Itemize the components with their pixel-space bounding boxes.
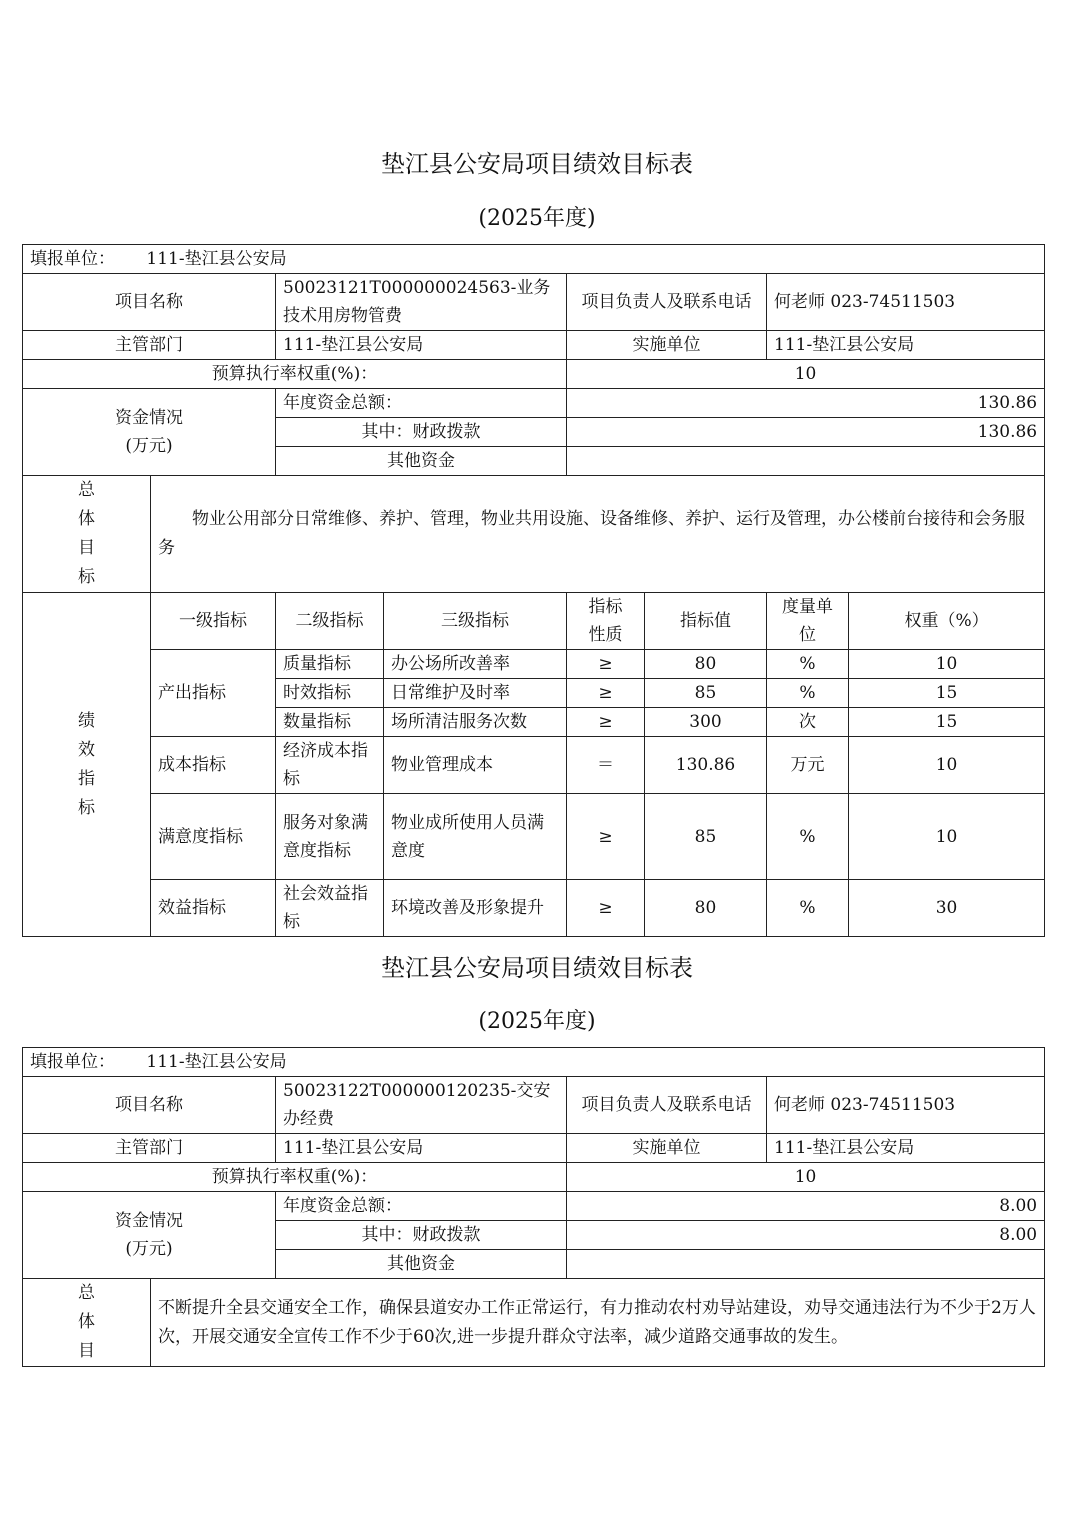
project-name-value: 50023122T000000120235-交安办经费 bbox=[276, 1077, 567, 1134]
performance-table-2 bbox=[22, 1047, 1045, 1367]
indicator-nature: ＝ bbox=[567, 737, 645, 794]
fiscal-label: 其中：财政拨款 bbox=[276, 1221, 567, 1250]
indicator-l3: 场所清洁服务次数 bbox=[384, 708, 567, 737]
fill-unit-value: 111-垫江县公安局 bbox=[146, 249, 287, 269]
header-value: 指标值 bbox=[645, 593, 767, 650]
funds-unit: (万元) bbox=[125, 1239, 173, 1259]
page-title-2: 垫江县公安局项目绩效目标表 bbox=[381, 954, 693, 982]
indicator-l3: 日常维护及时率 bbox=[384, 679, 567, 708]
indicator-l2: 服务对象满意度指标 bbox=[276, 794, 384, 880]
goal-label-text: 总体目 bbox=[78, 1283, 95, 1361]
dept-label: 主管部门 bbox=[23, 1134, 276, 1163]
indicator-l1: 产出指标 bbox=[151, 650, 276, 737]
other-funds-label: 其他资金 bbox=[276, 447, 567, 476]
year-subtitle-2: (2025年度) bbox=[478, 1009, 596, 1034]
goal-text: 不断提升全县交通安全工作，确保县道安办工作正常运行，有力推动农村劝导站建设，劝导交通违法行为不少于2万人次，开展交通安全宣传工作不少于60次,进一步提升群众守法率，减少道路交通事故的发生。 bbox=[151, 1279, 1045, 1367]
impl-value: 111-垫江县公安局 bbox=[767, 1134, 1045, 1163]
budget-rate-value: 10 bbox=[567, 360, 1045, 389]
indicator-unit: % bbox=[767, 880, 849, 937]
indicator-l1: 成本指标 bbox=[151, 737, 276, 794]
funds-row-total bbox=[23, 1192, 1045, 1221]
table-row bbox=[23, 650, 1045, 679]
annual-total-label: 年度资金总额： bbox=[276, 389, 567, 418]
header-weight: 权重（%） bbox=[849, 593, 1045, 650]
page-title-1: 垫江县公安局项目绩效目标表 bbox=[381, 150, 693, 178]
goal-label bbox=[23, 476, 151, 593]
indicator-unit: % bbox=[767, 650, 849, 679]
fill-unit-row bbox=[23, 1048, 1045, 1077]
budget-rate-row bbox=[23, 360, 1045, 389]
goal-label-text: 总体目标 bbox=[78, 480, 95, 587]
contact-label: 项目负责人及联系电话 bbox=[567, 274, 767, 331]
indicator-weight: 30 bbox=[849, 880, 1045, 937]
dept-value: 111-垫江县公安局 bbox=[276, 331, 567, 360]
indicator-value: 80 bbox=[645, 880, 767, 937]
indicator-l1: 满意度指标 bbox=[151, 794, 276, 880]
fill-unit-cell bbox=[23, 245, 1045, 274]
indicator-nature: ≥ bbox=[567, 880, 645, 937]
indicator-l3: 环境改善及形象提升 bbox=[384, 880, 567, 937]
goal-text: 物业公用部分日常维修、养护、管理，物业共用设施、设备维修、养护、运行及管理，办公楼前台接待和会务服务 bbox=[151, 476, 1045, 593]
goal-row bbox=[23, 476, 1045, 593]
indicator-weight: 10 bbox=[849, 737, 1045, 794]
indicator-weight: 15 bbox=[849, 679, 1045, 708]
contact-value: 何老师 023-74511503 bbox=[767, 1077, 1045, 1134]
indicator-nature: ≥ bbox=[567, 650, 645, 679]
indicator-l3: 物业成所使用人员满意度 bbox=[384, 794, 567, 880]
table-row bbox=[23, 794, 1045, 880]
dept-value: 111-垫江县公安局 bbox=[276, 1134, 567, 1163]
indicator-value: 80 bbox=[645, 650, 767, 679]
annual-total-value: 130.86 bbox=[567, 389, 1045, 418]
indicator-unit: 万元 bbox=[767, 737, 849, 794]
indicator-value: 85 bbox=[645, 679, 767, 708]
budget-rate-value: 10 bbox=[567, 1163, 1045, 1192]
indicator-l3: 物业管理成本 bbox=[384, 737, 567, 794]
indicator-unit: % bbox=[767, 794, 849, 880]
header-unit: 度量单位 bbox=[767, 593, 849, 650]
project-name-value: 50023121T000000024563-业务技术用房物管费 bbox=[276, 274, 567, 331]
other-funds-value bbox=[567, 447, 1045, 476]
fill-unit-label: 填报单位： bbox=[30, 1052, 115, 1072]
indicator-unit: 次 bbox=[767, 708, 849, 737]
project-row bbox=[23, 274, 1045, 331]
perf-label-text: 绩效指标 bbox=[78, 710, 95, 818]
funds-label: 资金情况 bbox=[115, 408, 183, 428]
funds-row-total bbox=[23, 389, 1045, 418]
indicator-unit: % bbox=[767, 679, 849, 708]
indicator-nature: ≥ bbox=[567, 679, 645, 708]
performance-table-1 bbox=[22, 244, 1045, 937]
header-nature: 指标性质 bbox=[567, 593, 645, 650]
annual-total-value: 8.00 bbox=[567, 1192, 1045, 1221]
indicator-l2: 时效指标 bbox=[276, 679, 384, 708]
project-row bbox=[23, 1077, 1045, 1134]
indicator-value: 85 bbox=[645, 794, 767, 880]
table-row bbox=[23, 880, 1045, 937]
indicator-weight: 10 bbox=[849, 650, 1045, 679]
fill-unit-label: 填报单位： bbox=[30, 249, 115, 269]
contact-label: 项目负责人及联系电话 bbox=[567, 1077, 767, 1134]
indicator-weight: 10 bbox=[849, 794, 1045, 880]
project-name-label: 项目名称 bbox=[23, 1077, 276, 1134]
indicator-l1: 效益指标 bbox=[151, 880, 276, 937]
project-name-label: 项目名称 bbox=[23, 274, 276, 331]
indicator-weight: 15 bbox=[849, 708, 1045, 737]
other-funds-value bbox=[567, 1250, 1045, 1279]
fiscal-value: 130.86 bbox=[567, 418, 1045, 447]
header-l2: 二级指标 bbox=[276, 593, 384, 650]
funds-unit: (万元) bbox=[125, 436, 173, 456]
header-l3: 三级指标 bbox=[384, 593, 567, 650]
dept-row bbox=[23, 1134, 1045, 1163]
impl-label: 实施单位 bbox=[567, 331, 767, 360]
goal-row bbox=[23, 1279, 1045, 1367]
impl-value: 111-垫江县公安局 bbox=[767, 331, 1045, 360]
indicator-value: 130.86 bbox=[645, 737, 767, 794]
dept-row bbox=[23, 331, 1045, 360]
fiscal-value: 8.00 bbox=[567, 1221, 1045, 1250]
perf-label bbox=[23, 593, 151, 937]
contact-value: 何老师 023-74511503 bbox=[767, 274, 1045, 331]
indicator-l2: 质量指标 bbox=[276, 650, 384, 679]
budget-rate-row bbox=[23, 1163, 1045, 1192]
header-l1: 一级指标 bbox=[151, 593, 276, 650]
indicator-l2: 经济成本指标 bbox=[276, 737, 384, 794]
indicator-value: 300 bbox=[645, 708, 767, 737]
dept-label: 主管部门 bbox=[23, 331, 276, 360]
fill-unit-row bbox=[23, 245, 1045, 274]
table-row bbox=[23, 737, 1045, 794]
funds-label-cell bbox=[23, 1192, 276, 1279]
indicator-nature: ≥ bbox=[567, 794, 645, 880]
budget-rate-label: 预算执行率权重(%)： bbox=[23, 1163, 567, 1192]
indicator-l2: 社会效益指标 bbox=[276, 880, 384, 937]
impl-label: 实施单位 bbox=[567, 1134, 767, 1163]
budget-rate-label: 预算执行率权重(%)： bbox=[23, 360, 567, 389]
indicator-nature: ≥ bbox=[567, 708, 645, 737]
indicator-header-row bbox=[23, 593, 1045, 650]
indicator-l2: 数量指标 bbox=[276, 708, 384, 737]
funds-label-cell bbox=[23, 389, 276, 476]
fiscal-label: 其中：财政拨款 bbox=[276, 418, 567, 447]
other-funds-label: 其他资金 bbox=[276, 1250, 567, 1279]
fill-unit-value: 111-垫江县公安局 bbox=[146, 1052, 287, 1072]
annual-total-label: 年度资金总额： bbox=[276, 1192, 567, 1221]
year-subtitle-1: (2025年度) bbox=[478, 206, 596, 231]
goal-label bbox=[23, 1279, 151, 1367]
indicator-l3: 办公场所改善率 bbox=[384, 650, 567, 679]
funds-label: 资金情况 bbox=[115, 1211, 183, 1231]
fill-unit-cell bbox=[23, 1048, 1045, 1077]
